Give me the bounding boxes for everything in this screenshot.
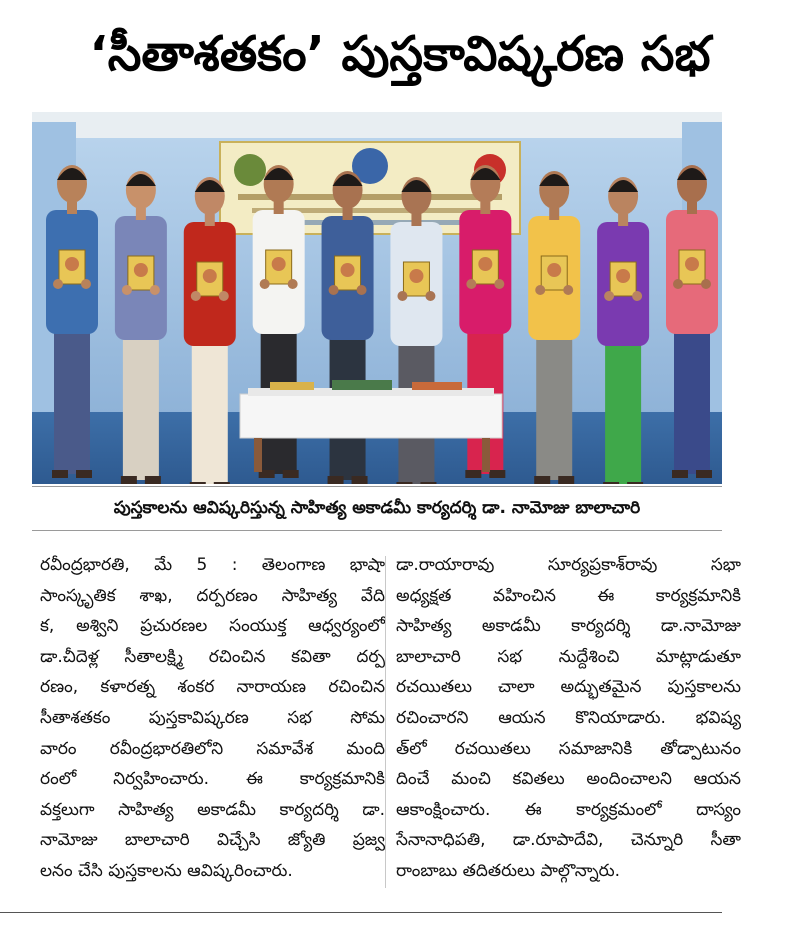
article-column-left xyxy=(40,550,385,887)
article-line: డా.రాయారావు సూర్యప్రకాశ్‌రావు సభా xyxy=(396,555,741,575)
article-line: త్‌లో రచయితలు సమాజానికి తోడ్పాటునం xyxy=(396,738,741,759)
article-column-right xyxy=(396,550,741,887)
article-line: లనం చేసి పుస్తకాలను ఆవిష్కరించారు. xyxy=(40,860,293,881)
article-line: ఆకాంక్షించారు. ఈ కార్యక్రమంలో దాస్యం xyxy=(396,799,741,820)
photo-ceiling-band xyxy=(32,112,722,138)
article-line: అధ్యక్షత వహించిన ఈ కార్యక్రమానికి xyxy=(396,585,741,606)
article-line: సేనానాధిపతి, డా.రూపాదేవి, చెన్నూరి సీతా xyxy=(396,830,741,851)
article-line: దించే మంచి కవితలు అందించాలని ఆయన xyxy=(396,769,741,790)
headline: ‘సీతాశతకం’ పుస్తకావిష్కరణ సభ xyxy=(89,26,711,82)
article-line: నామోజు బాలాచారి విచ్చేసి జ్యోతి ప్రజ్వ xyxy=(40,830,385,851)
article-line: రణం, కళారత్న శంకర నారాయణ రచించిన xyxy=(40,677,385,698)
column-divider xyxy=(385,556,386,888)
article-line: బాలాచారి సభ నుద్దేశించి మాట్లాడుతూ xyxy=(396,646,741,667)
article-line: డా.చీదెళ్ల సీతాలక్ష్మి రచించిన కవితా దర్ప xyxy=(40,646,385,667)
article-line: రంలో నిర్వహించారు. ఈ కార్యక్రమానికి xyxy=(40,769,385,790)
caption-top-rule xyxy=(32,486,722,487)
article-line: క, అశ్విని ప్రచురణల సంయుక్త ఆధ్వర్యంలో xyxy=(40,616,385,637)
article-line: సాహిత్య అకాడమీ కార్యదర్శి డా.నామోజు xyxy=(396,616,741,637)
article-line: రచించారని ఆయన కొనియాడారు. భవిష్య xyxy=(396,707,741,728)
article-line: రాంబాబు తదితరులు పాల్గొన్నారు. xyxy=(396,860,620,881)
event-photo xyxy=(32,112,722,484)
article-line: రచయితలు చాలా అద్భుతమైన పుస్తకాలను xyxy=(396,677,741,698)
article-line: వారం రవీంద్రభారతిలోని సమావేశ మంది xyxy=(40,738,385,759)
article-line: సాంస్కృతిక శాఖ, దర్పరణం సాహిత్య వేది xyxy=(40,585,385,606)
article-line: రవీంద్రభారతి, మే 5 : తెలంగాణ భాషా xyxy=(40,555,385,575)
article-line: సీతాశతకం పుస్తకావిష్కరణ సభ సోమ xyxy=(40,707,385,728)
caption-bottom-rule xyxy=(32,530,722,531)
photo-illustration xyxy=(32,112,722,484)
page-bottom-rule xyxy=(0,912,722,913)
photo-caption: పుస్తకాలను ఆవిష్కరిస్తున్న సాహిత్య అకాడమీ కార్యదర్శి డా. నామోజు బాలాచారి xyxy=(113,498,641,518)
article-line: వక్తలుగా సాహిత్య అకాడమీ కార్యదర్శి డా. xyxy=(40,799,385,820)
